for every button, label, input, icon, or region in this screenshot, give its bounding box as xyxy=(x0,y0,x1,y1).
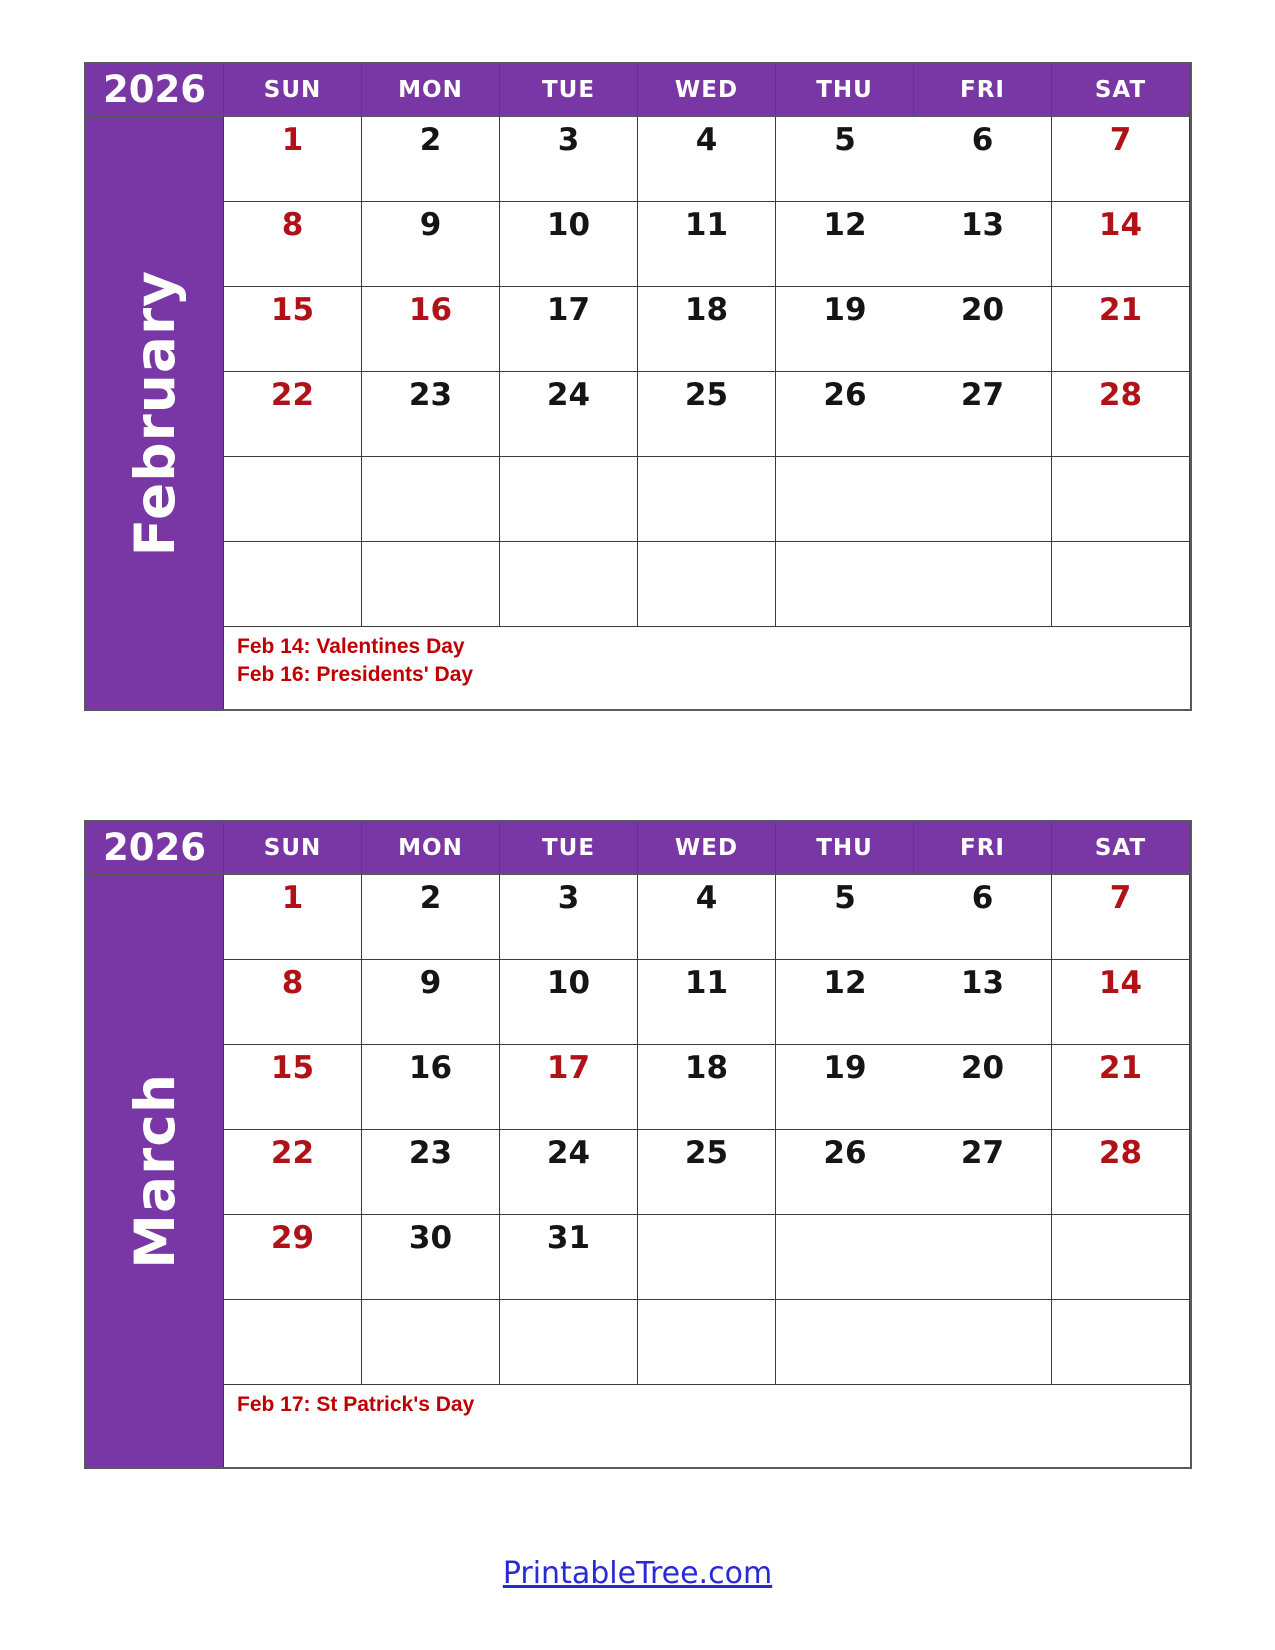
date-number: 31 xyxy=(546,1220,591,1256)
month-label: February xyxy=(122,269,187,557)
date-number: 14 xyxy=(1098,965,1143,1001)
date-cell xyxy=(1052,457,1190,542)
date-number: 12 xyxy=(823,207,867,243)
date-cell xyxy=(638,1300,776,1385)
date-number: 1 xyxy=(281,122,304,158)
date-cell xyxy=(776,287,914,372)
date-cell xyxy=(776,457,914,542)
note-line: Feb 16: Presidents' Day xyxy=(237,663,474,686)
date-cell xyxy=(914,202,1052,287)
date-number: 5 xyxy=(834,122,856,158)
date-cell xyxy=(224,372,362,457)
day-header-thu: THU xyxy=(776,822,914,875)
date-cell xyxy=(914,1300,1052,1385)
date-number: 18 xyxy=(684,292,729,328)
footer xyxy=(0,1556,1275,1591)
day-header-mon: MON xyxy=(362,64,500,117)
date-number: 23 xyxy=(408,377,453,413)
date-cell xyxy=(362,542,500,627)
note-line: Feb 14: Valentines Day xyxy=(237,635,465,658)
date-cell xyxy=(776,1300,914,1385)
date-number: 6 xyxy=(971,122,994,158)
day-header-sat: SAT xyxy=(1052,64,1190,117)
date-cell xyxy=(1052,875,1190,960)
date-cell xyxy=(776,372,914,457)
date-number: 13 xyxy=(960,207,1005,243)
day-header-tue: TUE xyxy=(500,64,638,117)
date-number: 17 xyxy=(546,1050,591,1086)
date-number: 2 xyxy=(419,122,442,158)
date-cell xyxy=(638,1045,776,1130)
date-number: 2 xyxy=(419,880,442,916)
date-number: 20 xyxy=(960,292,1005,328)
date-cell xyxy=(224,117,362,202)
day-header-sun: SUN xyxy=(224,64,362,117)
date-number: 4 xyxy=(695,880,718,916)
calendar-march xyxy=(84,820,1192,1469)
date-number: 5 xyxy=(834,880,856,916)
holiday-notes xyxy=(224,627,1190,709)
date-number: 15 xyxy=(270,292,315,328)
date-number: 24 xyxy=(546,377,591,413)
date-cell xyxy=(224,875,362,960)
date-cell xyxy=(500,1215,638,1300)
date-cell xyxy=(224,287,362,372)
date-cell xyxy=(224,202,362,287)
date-number: 24 xyxy=(546,1135,591,1171)
date-cell xyxy=(1052,372,1190,457)
date-cell xyxy=(1052,1045,1190,1130)
date-cell xyxy=(362,960,500,1045)
date-cell xyxy=(1052,202,1190,287)
date-number: 25 xyxy=(684,1135,729,1171)
date-number: 9 xyxy=(419,207,442,243)
date-cell xyxy=(1052,287,1190,372)
date-cell xyxy=(914,372,1052,457)
date-cell xyxy=(500,542,638,627)
date-cell xyxy=(362,875,500,960)
date-number: 26 xyxy=(823,1135,867,1171)
date-cell xyxy=(500,960,638,1045)
date-cell xyxy=(1052,960,1190,1045)
date-cell xyxy=(1052,1130,1190,1215)
date-number: 10 xyxy=(546,965,591,1001)
date-number: 7 xyxy=(1109,122,1132,158)
month-sidebar xyxy=(86,875,224,1467)
date-cell xyxy=(638,542,776,627)
date-cell xyxy=(776,1215,914,1300)
date-cell xyxy=(500,457,638,542)
date-cell xyxy=(1052,1300,1190,1385)
date-number: 28 xyxy=(1098,377,1143,413)
date-cell xyxy=(776,202,914,287)
date-cell xyxy=(500,202,638,287)
date-cell xyxy=(362,202,500,287)
day-header-sun: SUN xyxy=(224,822,362,875)
date-number: 22 xyxy=(270,1135,315,1171)
date-number: 6 xyxy=(971,880,994,916)
year-label: 2026 xyxy=(86,64,224,117)
date-number: 20 xyxy=(960,1050,1005,1086)
date-cell xyxy=(776,1130,914,1215)
month-label: March xyxy=(122,1073,187,1269)
date-cell xyxy=(914,117,1052,202)
month-sidebar xyxy=(86,117,224,709)
date-cell xyxy=(224,1300,362,1385)
date-number: 7 xyxy=(1109,880,1132,916)
date-cell xyxy=(500,1045,638,1130)
date-cell xyxy=(500,1130,638,1215)
date-number: 12 xyxy=(823,965,867,1001)
date-number: 13 xyxy=(960,965,1005,1001)
date-cell xyxy=(914,287,1052,372)
date-number: 30 xyxy=(408,1220,453,1256)
date-number: 19 xyxy=(823,1050,867,1086)
date-cell xyxy=(500,287,638,372)
date-cell xyxy=(1052,117,1190,202)
date-cell xyxy=(1052,542,1190,627)
date-number: 19 xyxy=(823,292,867,328)
date-cell xyxy=(362,1045,500,1130)
date-cell xyxy=(224,1045,362,1130)
day-header-wed: WED xyxy=(638,64,776,117)
date-number: 8 xyxy=(281,965,304,1001)
date-number: 21 xyxy=(1098,292,1143,328)
date-cell xyxy=(638,1215,776,1300)
day-header-thu: THU xyxy=(776,64,914,117)
date-cell xyxy=(362,1215,500,1300)
date-number: 17 xyxy=(546,292,591,328)
calendar-february xyxy=(84,62,1192,711)
date-cell xyxy=(914,1130,1052,1215)
day-header-sat: SAT xyxy=(1052,822,1190,875)
date-cell xyxy=(638,372,776,457)
date-cell xyxy=(914,457,1052,542)
date-cell xyxy=(776,960,914,1045)
date-number: 16 xyxy=(408,1050,453,1086)
date-number: 26 xyxy=(823,377,867,413)
date-number: 1 xyxy=(281,880,304,916)
date-cell xyxy=(776,1045,914,1130)
date-number: 4 xyxy=(695,122,718,158)
date-number: 11 xyxy=(684,965,729,1001)
holiday-notes xyxy=(224,1385,1190,1467)
date-cell xyxy=(914,542,1052,627)
date-cell xyxy=(914,960,1052,1045)
date-cell xyxy=(362,117,500,202)
year-label: 2026 xyxy=(86,822,224,875)
date-number: 3 xyxy=(557,880,580,916)
date-cell xyxy=(362,1300,500,1385)
date-number: 27 xyxy=(960,377,1005,413)
date-cell xyxy=(500,1300,638,1385)
day-header-fri: FRI xyxy=(914,822,1052,875)
date-cell xyxy=(224,1130,362,1215)
date-number: 9 xyxy=(419,965,442,1001)
date-cell xyxy=(638,202,776,287)
date-number: 11 xyxy=(684,207,729,243)
note-line: Feb 17: St Patrick's Day xyxy=(237,1393,475,1416)
date-cell xyxy=(1052,1215,1190,1300)
date-number: 3 xyxy=(557,122,580,158)
day-header-tue: TUE xyxy=(500,822,638,875)
date-cell xyxy=(638,287,776,372)
date-cell xyxy=(776,117,914,202)
date-cell xyxy=(362,372,500,457)
date-cell xyxy=(776,542,914,627)
date-cell xyxy=(500,372,638,457)
date-cell xyxy=(224,1215,362,1300)
date-number: 10 xyxy=(546,207,591,243)
date-number: 8 xyxy=(281,207,304,243)
site-link[interactable]: PrintableTree.com xyxy=(502,1556,773,1591)
date-cell xyxy=(224,542,362,627)
date-number: 16 xyxy=(408,292,453,328)
day-header-fri: FRI xyxy=(914,64,1052,117)
date-number: 21 xyxy=(1098,1050,1143,1086)
date-cell xyxy=(500,117,638,202)
date-cell xyxy=(914,1045,1052,1130)
date-number: 22 xyxy=(270,377,315,413)
date-cell xyxy=(638,1130,776,1215)
date-cell xyxy=(914,1215,1052,1300)
date-cell xyxy=(500,875,638,960)
day-header-mon: MON xyxy=(362,822,500,875)
date-number: 28 xyxy=(1098,1135,1143,1171)
day-header-wed: WED xyxy=(638,822,776,875)
date-cell xyxy=(362,457,500,542)
date-cell xyxy=(914,875,1052,960)
date-number: 18 xyxy=(684,1050,729,1086)
date-cell xyxy=(638,875,776,960)
date-number: 23 xyxy=(408,1135,453,1171)
date-cell xyxy=(638,457,776,542)
date-number: 29 xyxy=(270,1220,315,1256)
date-cell xyxy=(362,287,500,372)
date-cell xyxy=(638,960,776,1045)
date-cell xyxy=(224,960,362,1045)
date-cell xyxy=(362,1130,500,1215)
date-cell xyxy=(776,875,914,960)
date-number: 15 xyxy=(270,1050,315,1086)
date-cell xyxy=(224,457,362,542)
date-number: 14 xyxy=(1098,207,1143,243)
date-number: 25 xyxy=(684,377,729,413)
date-number: 27 xyxy=(960,1135,1005,1171)
date-cell xyxy=(638,117,776,202)
